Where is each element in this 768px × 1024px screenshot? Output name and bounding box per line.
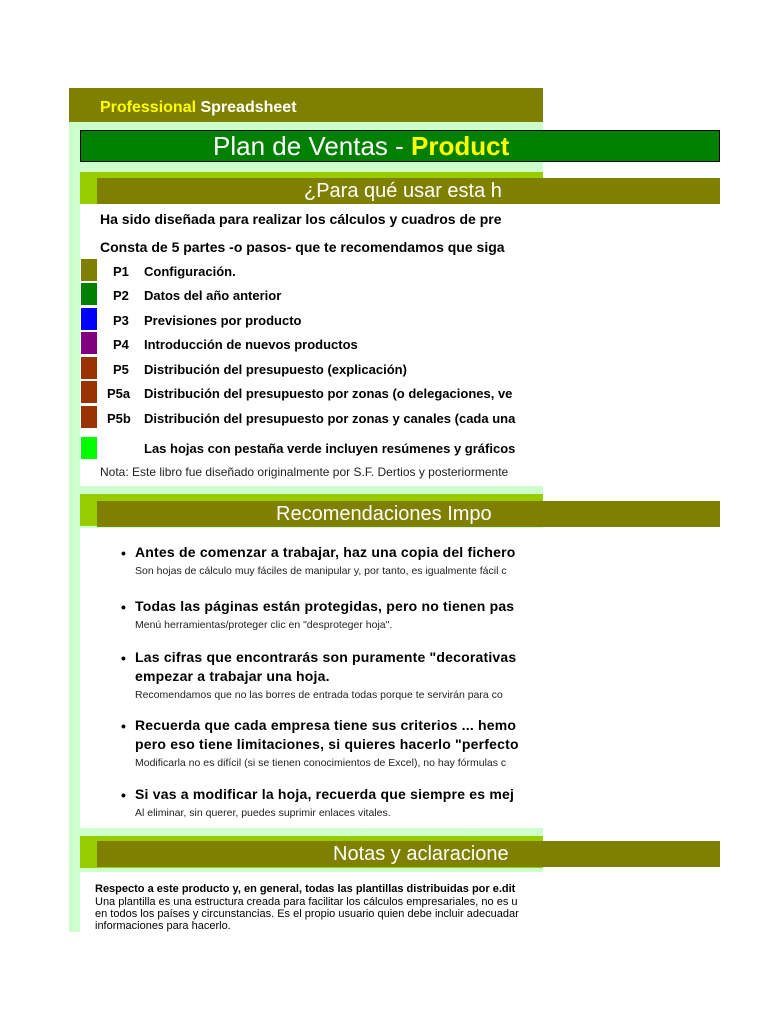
step-swatch: [81, 406, 97, 428]
step-text: Configuración.: [144, 264, 236, 279]
recommendation-text: empezar a trabajar una hoja.: [135, 668, 330, 684]
step-text: Distribución del presupuesto (explicación): [144, 362, 407, 377]
notes-bold-line: Respecto a este producto y, en general, todas las plantillas distribuidas por e.dit: [95, 883, 516, 895]
notes-line-1: Una plantilla es una estructura creada para facilitar los cálculos empresariales, no es u: [95, 896, 518, 908]
brand-professional: Professional: [100, 99, 197, 116]
page-title-highlight: Product: [411, 131, 510, 161]
recommendation-detail: Menú herramientas/proteger clic en "desproteger hoja".: [135, 619, 393, 631]
step-code: P1: [113, 264, 129, 279]
page-title: [213, 130, 509, 162]
brand-label: [100, 99, 297, 117]
bullet-icon: •: [121, 545, 127, 561]
step-swatch: [81, 381, 97, 403]
bullet-icon: •: [121, 787, 127, 803]
brand-spreadsheet: Spreadsheet: [200, 99, 297, 116]
page-title-main: Plan de Ventas -: [213, 131, 412, 161]
step-code: P5: [113, 362, 129, 377]
authorship-note: Nota: Este libro fue diseñado originalmente por S.F. Dertios y posteriormente: [100, 465, 509, 479]
step-code: P2: [113, 288, 129, 303]
green-tab-note: Las hojas con pestaña verde incluyen resúmenes y gráficos: [144, 441, 516, 456]
section1-title: ¿Para qué usar esta h: [304, 180, 502, 202]
step-text: Previsiones por producto: [144, 313, 302, 328]
notes-line-3: informaciones para hacerlo.: [95, 920, 231, 932]
step-swatch: [81, 357, 97, 379]
step-text: Distribución del presupuesto por zonas y canales (cada una: [144, 411, 516, 426]
recommendation-text: Antes de comenzar a trabajar, haz una copia del fichero: [135, 544, 516, 560]
step-swatch: [81, 259, 97, 281]
recommendation-detail: Recomendamos que no las borres de entrada todas porque te servirán para co: [135, 689, 503, 701]
bullet-icon: •: [121, 650, 127, 666]
step-swatch: [81, 332, 97, 354]
step-code: P5a: [107, 386, 131, 401]
section1-line2: Consta de 5 partes -o pasos- que te recomendamos que siga: [100, 239, 505, 255]
notes-line-2: en todos los países y circunstancias. Es el propio usuario quien debe incluir adecuadar: [95, 908, 519, 920]
step-text: Datos del año anterior: [144, 288, 282, 303]
recommendation-text: pero eso tiene limitaciones, si quieres hacerlo "perfecto: [135, 736, 519, 752]
section3-title: Notas y aclaracione: [333, 843, 509, 865]
recommendation-detail: Son hojas de cálculo muy fáciles de manipular y, por tanto, es igualmente fácil c: [135, 565, 507, 577]
step-swatch: [81, 308, 97, 330]
bullet-icon: •: [121, 718, 127, 734]
recommendation-text: Recuerda que cada empresa tiene sus criterios ... hemo: [135, 717, 517, 733]
step-code: P3: [113, 313, 129, 328]
recommendation-detail: Al eliminar, sin querer, puedes suprimir enlaces vitales.: [135, 807, 391, 819]
recommendation-text: Las cifras que encontrarás son puramente "decorativas: [135, 649, 517, 665]
recommendation-text: Todas las páginas están protegidas, pero no tienen pas: [135, 598, 515, 614]
step-text: Distribución del presupuesto por zonas (o delegaciones, ve: [144, 386, 513, 401]
green-tab-swatch: [81, 437, 97, 459]
section2-title: Recomendaciones Impo: [276, 503, 492, 525]
step-code: P5b: [107, 411, 131, 426]
step-code: P4: [113, 337, 129, 352]
step-text: Introducción de nuevos productos: [144, 337, 358, 352]
step-swatch: [81, 283, 97, 305]
bullet-icon: •: [121, 599, 127, 615]
section1-line1: Ha sido diseñada para realizar los cálculos y cuadros de pre: [100, 211, 502, 227]
recommendation-text: Si vas a modificar la hoja, recuerda que siempre es mej: [135, 786, 515, 802]
recommendation-detail: Modificarla no es difícil (si se tienen conocimientos de Excel), no hay fórmulas c: [135, 757, 507, 769]
